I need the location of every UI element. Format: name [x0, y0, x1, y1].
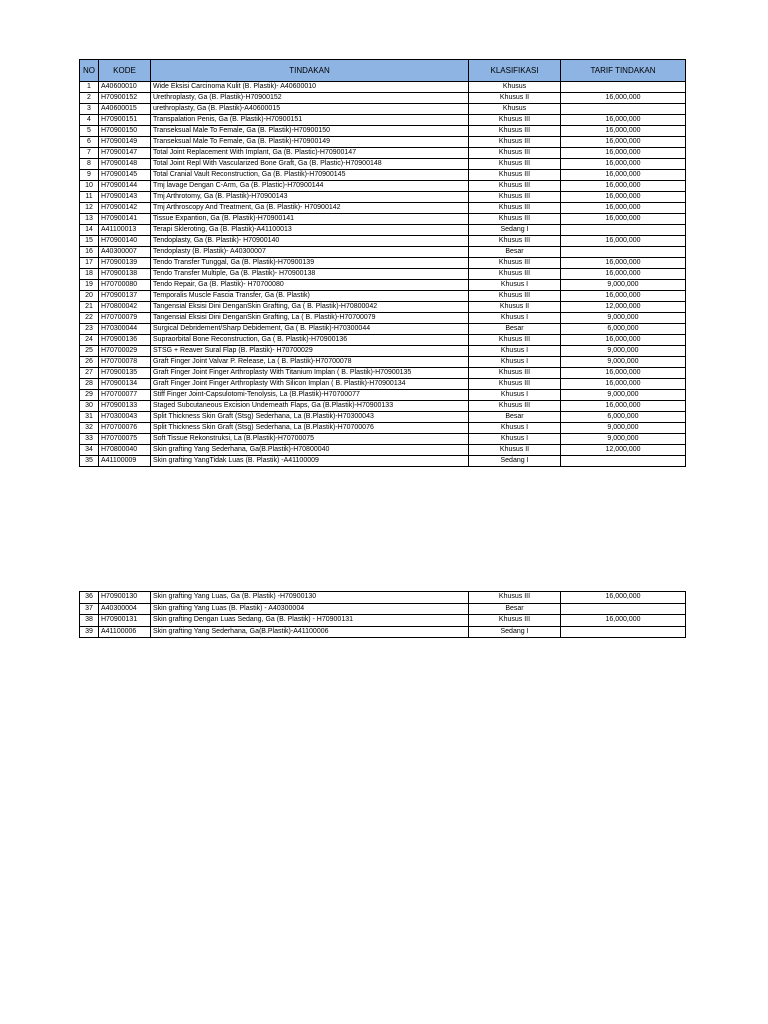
- cell-tindakan: Transeksual Male To Female, Ga (B. Plastik)-H70900150: [151, 126, 469, 137]
- cell-tindakan: Supraorbital Bone Reconstruction, Ga ( B. Plastik)-H70900136: [151, 335, 469, 346]
- cell-no: 7: [80, 148, 99, 159]
- cell-no: 27: [80, 368, 99, 379]
- table-row: [80, 93, 686, 104]
- cell-tarif: 6,000,000: [561, 324, 686, 335]
- cell-no: 1: [80, 82, 99, 93]
- cell-tarif: 12,000,000: [561, 302, 686, 313]
- cell-tarif: 16,000,000: [561, 115, 686, 126]
- cell-tarif: 16,000,000: [561, 93, 686, 104]
- cell-klasifikasi: Besar: [469, 324, 561, 335]
- cell-klasifikasi: Sedang I: [469, 225, 561, 236]
- cell-kode: H70900148: [99, 159, 151, 170]
- cell-kode: H70900138: [99, 269, 151, 280]
- cell-tindakan: Soft Tissue Rekonstruksi, La (B.Plastik)-H70700075: [151, 434, 469, 445]
- cell-kode: H70700076: [99, 423, 151, 434]
- cell-kode: A40300007: [99, 247, 151, 258]
- cell-klasifikasi: Khusus III: [469, 291, 561, 302]
- table-row: [80, 82, 686, 93]
- cell-kode: H70900147: [99, 148, 151, 159]
- cell-tindakan: Skin grafting Yang Luas, Ga (B. Plastik) -H70900130: [151, 592, 469, 604]
- cell-kode: A41100013: [99, 225, 151, 236]
- table-row: [80, 181, 686, 192]
- cell-tindakan: Stiff Finger Joint-Capsulotomi-Tenolysis, La (B.Plastik)-H70700077: [151, 390, 469, 401]
- table-row: [80, 313, 686, 324]
- table-row: [80, 423, 686, 434]
- cell-klasifikasi: Khusus I: [469, 423, 561, 434]
- cell-no: 38: [80, 615, 99, 627]
- cell-kode: H70700029: [99, 346, 151, 357]
- cell-klasifikasi: Khusus III: [469, 126, 561, 137]
- cell-kode: H70300043: [99, 412, 151, 423]
- table-row: [80, 390, 686, 401]
- cell-kode: H70900130: [99, 592, 151, 604]
- cell-tarif: 9,000,000: [561, 423, 686, 434]
- cell-tarif: 12,000,000: [561, 445, 686, 456]
- table-row: [80, 269, 686, 280]
- cell-tarif: 16,000,000: [561, 335, 686, 346]
- cell-tindakan: Skin grafting YangTidak Luas (B. Plastik) -A41100009: [151, 456, 469, 467]
- cell-tindakan: Tendo Repair, Ga (B. Plastik)- H70700080: [151, 280, 469, 291]
- cell-tarif: 16,000,000: [561, 214, 686, 225]
- cell-no: 2: [80, 93, 99, 104]
- table-row: [80, 603, 686, 615]
- cell-kode: A41100006: [99, 626, 151, 638]
- header-tarif: TARIF TINDAKAN: [561, 60, 686, 82]
- cell-klasifikasi: Khusus I: [469, 357, 561, 368]
- cell-tarif: 16,000,000: [561, 192, 686, 203]
- table-row: [80, 335, 686, 346]
- cell-kode: H70900149: [99, 137, 151, 148]
- cell-tarif: [561, 247, 686, 258]
- cell-no: 33: [80, 434, 99, 445]
- table-row: [80, 368, 686, 379]
- table-row: [80, 412, 686, 423]
- cell-klasifikasi: Khusus: [469, 82, 561, 93]
- cell-tindakan: Graft Finger Joint Finger Arthroplasty With Silicon Implan ( B. Plastik)-H70900134: [151, 379, 469, 390]
- cell-tindakan: Total Joint Repl With Vascularized Bone Graft, Ga (B. Plastic)-H70900148: [151, 159, 469, 170]
- cell-tindakan: Graft Finger Joint Finger Arthroplasty With Titanium Implan ( B. Plastik)-H70900135: [151, 368, 469, 379]
- cell-tarif: 9,000,000: [561, 434, 686, 445]
- cell-no: 6: [80, 137, 99, 148]
- cell-no: 14: [80, 225, 99, 236]
- cell-no: 9: [80, 170, 99, 181]
- cell-klasifikasi: Besar: [469, 247, 561, 258]
- table-row: [80, 214, 686, 225]
- cell-no: 10: [80, 181, 99, 192]
- header-no: NO: [80, 60, 99, 82]
- cell-no: 13: [80, 214, 99, 225]
- cell-no: 16: [80, 247, 99, 258]
- cell-tarif: 9,000,000: [561, 313, 686, 324]
- cell-no: 17: [80, 258, 99, 269]
- cell-no: 22: [80, 313, 99, 324]
- table-row: [80, 346, 686, 357]
- cell-kode: H70900145: [99, 170, 151, 181]
- cell-tarif: 16,000,000: [561, 170, 686, 181]
- cell-tindakan: Tmj Arthrotomy, Ga (B. Plastik)-H70900143: [151, 192, 469, 203]
- cell-klasifikasi: Khusus III: [469, 379, 561, 390]
- cell-no: 15: [80, 236, 99, 247]
- cell-tarif: 9,000,000: [561, 346, 686, 357]
- cell-klasifikasi: Khusus I: [469, 280, 561, 291]
- cell-klasifikasi: Khusus I: [469, 390, 561, 401]
- cell-klasifikasi: Khusus III: [469, 115, 561, 126]
- table-row: [80, 148, 686, 159]
- cell-kode: H70300044: [99, 324, 151, 335]
- tarif-table-2: [79, 591, 686, 638]
- cell-kode: H70700080: [99, 280, 151, 291]
- cell-klasifikasi: Khusus III: [469, 159, 561, 170]
- cell-kode: H70800042: [99, 302, 151, 313]
- cell-no: 28: [80, 379, 99, 390]
- cell-klasifikasi: Khusus III: [469, 368, 561, 379]
- cell-tindakan: STSG + Reaver Sural Flap (B. Plastik)- H70700029: [151, 346, 469, 357]
- cell-tarif: 16,000,000: [561, 148, 686, 159]
- cell-klasifikasi: Khusus III: [469, 258, 561, 269]
- cell-tarif: [561, 82, 686, 93]
- cell-klasifikasi: Khusus III: [469, 148, 561, 159]
- cell-no: 8: [80, 159, 99, 170]
- tarif-table-1: [79, 59, 686, 467]
- cell-tarif: [561, 225, 686, 236]
- cell-tindakan: Tmj lavage Dengan C-Arm, Ga (B. Plastic)-H70900144: [151, 181, 469, 192]
- cell-tindakan: Transpalation Penis, Ga (B. Plastik)-H70900151: [151, 115, 469, 126]
- cell-tarif: 16,000,000: [561, 203, 686, 214]
- cell-no: 31: [80, 412, 99, 423]
- cell-klasifikasi: Khusus III: [469, 615, 561, 627]
- cell-tindakan: Tangensial Eksisi Dini DenganSkin Grafting, Ga ( B. Plastik)-H70800042: [151, 302, 469, 313]
- cell-tindakan: Tangensial Eksisi Dini DenganSkin Grafting, La ( B. Plastik)-H70700079: [151, 313, 469, 324]
- table-row: [80, 302, 686, 313]
- cell-tindakan: urethroplasty, Ga (B. Plastik)-A40600015: [151, 104, 469, 115]
- cell-kode: H70900134: [99, 379, 151, 390]
- cell-tarif: 16,000,000: [561, 126, 686, 137]
- table-row: [80, 324, 686, 335]
- cell-tarif: 16,000,000: [561, 401, 686, 412]
- cell-klasifikasi: Khusus II: [469, 445, 561, 456]
- table-row: [80, 357, 686, 368]
- cell-tarif: 16,000,000: [561, 615, 686, 627]
- table-row: [80, 137, 686, 148]
- cell-klasifikasi: Khusus III: [469, 269, 561, 280]
- table-row: [80, 170, 686, 181]
- cell-klasifikasi: Sedang I: [469, 626, 561, 638]
- cell-tindakan: Tendo Transfer Tunggal, Ga (B. Plastik)-H70900139: [151, 258, 469, 269]
- cell-kode: H70900139: [99, 258, 151, 269]
- cell-kode: H70900136: [99, 335, 151, 346]
- cell-kode: H70900144: [99, 181, 151, 192]
- cell-no: 4: [80, 115, 99, 126]
- cell-tarif: [561, 456, 686, 467]
- cell-tarif: [561, 603, 686, 615]
- cell-no: 12: [80, 203, 99, 214]
- table-row: [80, 192, 686, 203]
- cell-kode: H70900141: [99, 214, 151, 225]
- cell-tindakan: Graft Finger Joint Valvar P. Release, La ( B. Plastik)-H70700078: [151, 357, 469, 368]
- cell-tarif: [561, 104, 686, 115]
- table-row: [80, 592, 686, 604]
- table-row: [80, 247, 686, 258]
- cell-kode: H70900142: [99, 203, 151, 214]
- cell-tindakan: Total Joint Replacement With Implant, Ga (B. Plastic)-H70900147: [151, 148, 469, 159]
- cell-tindakan: Wide Eksisi Carcinoma Kulit (B. Plastik)- A40600010: [151, 82, 469, 93]
- table-row: [80, 258, 686, 269]
- cell-klasifikasi: Khusus I: [469, 346, 561, 357]
- cell-tarif: 16,000,000: [561, 236, 686, 247]
- cell-tarif: 16,000,000: [561, 379, 686, 390]
- cell-no: 19: [80, 280, 99, 291]
- cell-no: 11: [80, 192, 99, 203]
- header-kode: KODE: [99, 60, 151, 82]
- table-row: [80, 115, 686, 126]
- table-row: [80, 236, 686, 247]
- cell-no: 36: [80, 592, 99, 604]
- cell-kode: H70900152: [99, 93, 151, 104]
- cell-tindakan: Split Thickness Skin Graft (Stsg) Sederhana, La (B.Plastik)-H70700076: [151, 423, 469, 434]
- cell-kode: H70900135: [99, 368, 151, 379]
- cell-tarif: 6,000,000: [561, 412, 686, 423]
- cell-tarif: 9,000,000: [561, 390, 686, 401]
- cell-tarif: 16,000,000: [561, 137, 686, 148]
- table-row: [80, 159, 686, 170]
- cell-tarif: 16,000,000: [561, 368, 686, 379]
- cell-kode: H70700078: [99, 357, 151, 368]
- cell-no: 21: [80, 302, 99, 313]
- cell-klasifikasi: Khusus III: [469, 137, 561, 148]
- cell-no: 24: [80, 335, 99, 346]
- table-row: [80, 291, 686, 302]
- cell-no: 34: [80, 445, 99, 456]
- cell-tindakan: Surgical Debridement/Sharp Debidement, Ga ( B. Plastik)-H70300044: [151, 324, 469, 335]
- cell-tarif: 16,000,000: [561, 159, 686, 170]
- cell-no: 20: [80, 291, 99, 302]
- cell-no: 32: [80, 423, 99, 434]
- cell-kode: A40600010: [99, 82, 151, 93]
- cell-tarif: 16,000,000: [561, 291, 686, 302]
- cell-tarif: 16,000,000: [561, 181, 686, 192]
- table-row: [80, 615, 686, 627]
- cell-tindakan: Tendo Transfer Multiple, Ga (B. Plastik)- H70900138: [151, 269, 469, 280]
- cell-klasifikasi: Khusus III: [469, 214, 561, 225]
- cell-kode: H70900137: [99, 291, 151, 302]
- cell-kode: H70700079: [99, 313, 151, 324]
- cell-tindakan: Transeksual Male To Female, Ga (B. Plastik)-H70900149: [151, 137, 469, 148]
- table-body-2: [80, 592, 686, 638]
- cell-no: 23: [80, 324, 99, 335]
- cell-no: 26: [80, 357, 99, 368]
- cell-kode: H70900150: [99, 126, 151, 137]
- cell-klasifikasi: Khusus III: [469, 335, 561, 346]
- cell-tindakan: Split Thickness Skin Graft (Stsg) Sederhana, La (B.Plastik)-H70300043: [151, 412, 469, 423]
- cell-no: 29: [80, 390, 99, 401]
- cell-no: 37: [80, 603, 99, 615]
- cell-tarif: 9,000,000: [561, 357, 686, 368]
- cell-tindakan: Urethroplasty, Ga (B. Plastik)-H70900152: [151, 93, 469, 104]
- cell-tindakan: Staged Subcutaneous Excision Underneath Flaps, Ga (B.Plastik)-H70900133: [151, 401, 469, 412]
- cell-klasifikasi: Khusus: [469, 104, 561, 115]
- cell-tarif: [561, 626, 686, 638]
- table-row: [80, 434, 686, 445]
- cell-kode: H70900140: [99, 236, 151, 247]
- header-tindakan: TINDAKAN: [151, 60, 469, 82]
- cell-no: 5: [80, 126, 99, 137]
- table-row: [80, 225, 686, 236]
- cell-klasifikasi: Sedang I: [469, 456, 561, 467]
- cell-kode: H70900133: [99, 401, 151, 412]
- cell-tindakan: Terapi Skleroting, Ga (B. Plastik)-A41100013: [151, 225, 469, 236]
- cell-kode: H70900131: [99, 615, 151, 627]
- cell-tarif: 16,000,000: [561, 592, 686, 604]
- table-row: [80, 203, 686, 214]
- cell-klasifikasi: Khusus III: [469, 203, 561, 214]
- table-body-1: [80, 82, 686, 467]
- table-header-row: [80, 60, 686, 82]
- cell-klasifikasi: Khusus I: [469, 313, 561, 324]
- table-row: [80, 280, 686, 291]
- cell-tindakan: Total Cranial Vault Reconstruction, Ga (B. Plastik)-H70900145: [151, 170, 469, 181]
- cell-klasifikasi: Khusus III: [469, 192, 561, 203]
- table-row: [80, 126, 686, 137]
- cell-klasifikasi: Khusus III: [469, 170, 561, 181]
- cell-kode: H70700075: [99, 434, 151, 445]
- cell-tindakan: Skin grafting Yang Sederhana, Ga(B.Plastik)-H70800040: [151, 445, 469, 456]
- cell-kode: A41100009: [99, 456, 151, 467]
- cell-no: 3: [80, 104, 99, 115]
- cell-kode: A40600015: [99, 104, 151, 115]
- cell-klasifikasi: Khusus I: [469, 434, 561, 445]
- cell-klasifikasi: Khusus III: [469, 181, 561, 192]
- cell-tarif: 9,000,000: [561, 280, 686, 291]
- cell-kode: H70800040: [99, 445, 151, 456]
- table-row: [80, 626, 686, 638]
- header-klasifikasi: KLASIFIKASI: [469, 60, 561, 82]
- cell-kode: A40300004: [99, 603, 151, 615]
- table-row: [80, 379, 686, 390]
- cell-klasifikasi: Khusus III: [469, 592, 561, 604]
- cell-klasifikasi: Khusus III: [469, 236, 561, 247]
- cell-klasifikasi: Besar: [469, 412, 561, 423]
- cell-kode: H70700077: [99, 390, 151, 401]
- cell-tindakan: Skin grafting Dengan Luas Sedang, Ga (B. Plastik) - H70900131: [151, 615, 469, 627]
- cell-tindakan: Temporalis Muscle Fascia Transfer, Ga (B. Plastik): [151, 291, 469, 302]
- cell-klasifikasi: Khusus II: [469, 302, 561, 313]
- cell-tarif: 16,000,000: [561, 269, 686, 280]
- cell-no: 18: [80, 269, 99, 280]
- cell-tarif: 16,000,000: [561, 258, 686, 269]
- cell-no: 25: [80, 346, 99, 357]
- cell-klasifikasi: Besar: [469, 603, 561, 615]
- cell-no: 35: [80, 456, 99, 467]
- table-row: [80, 456, 686, 467]
- table-row: [80, 445, 686, 456]
- cell-tindakan: Tendoplasty (B. Plastik)- A40300007: [151, 247, 469, 258]
- cell-no: 30: [80, 401, 99, 412]
- cell-kode: H70900151: [99, 115, 151, 126]
- cell-tindakan: Skin grafting Yang Sederhana, Ga(B.Plastik)-A41100006: [151, 626, 469, 638]
- cell-kode: H70900143: [99, 192, 151, 203]
- cell-tindakan: Tissue Expantion, Ga (B. Plastik)-H70900141: [151, 214, 469, 225]
- cell-tindakan: Tendoplasty, Ga (B. Plastik)- H70900140: [151, 236, 469, 247]
- cell-no: 39: [80, 626, 99, 638]
- cell-klasifikasi: Khusus II: [469, 93, 561, 104]
- cell-tindakan: Skin grafting Yang Luas (B. Plastik) - A40300004: [151, 603, 469, 615]
- cell-klasifikasi: Khusus III: [469, 401, 561, 412]
- cell-tindakan: Tmj Arthroscopy And Treatment, Ga (B. Plastik)- H70900142: [151, 203, 469, 214]
- table-row: [80, 104, 686, 115]
- table-row: [80, 401, 686, 412]
